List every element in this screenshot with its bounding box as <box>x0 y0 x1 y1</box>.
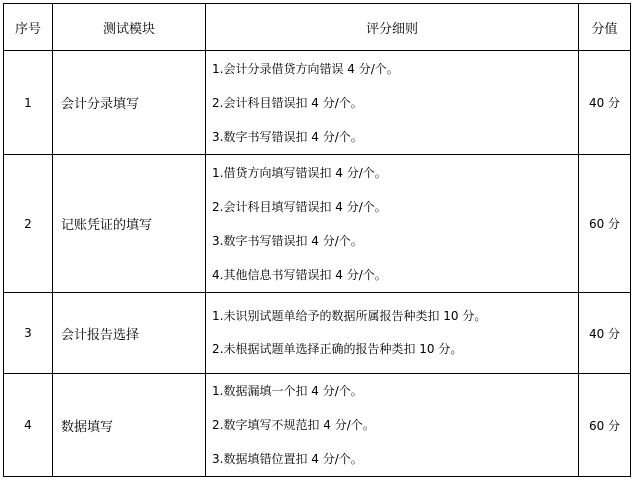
row-module: 会计报告选择 <box>53 293 206 374</box>
row-rules <box>206 51 579 155</box>
row-rules <box>206 374 579 477</box>
table-row <box>4 155 631 293</box>
row-index: 4 <box>4 374 53 477</box>
rule-item: 1.借贷方向填写错误扣 4 分/个。 <box>212 165 387 180</box>
rule-item: 2.会计科目错误扣 4 分/个。 <box>212 95 363 110</box>
row-module: 记账凭证的填写 <box>53 155 206 293</box>
row-score: 60 分 <box>579 155 631 293</box>
rule-item: 1.会计分录借贷方向错误 4 分/个。 <box>212 61 399 76</box>
table-row <box>4 293 631 374</box>
header-index: 序号 <box>4 4 53 51</box>
rule-item: 2.数字填写不规范扣 4 分/个。 <box>212 418 375 432</box>
rule-item: 1.数据漏填一个扣 4 分/个。 <box>212 384 363 398</box>
rule-item: 3.数据填错位置扣 4 分/个。 <box>212 452 363 466</box>
row-rules <box>206 293 579 374</box>
row-index: 1 <box>4 51 53 155</box>
rule-item: 1.未识别试题单给予的数据所属报告种类扣 10 分。 <box>212 309 487 323</box>
header-score: 分值 <box>579 4 631 51</box>
rule-item: 4.其他信息书写错误扣 4 分/个。 <box>212 267 387 282</box>
rule-item: 2.未根据试题单选择正确的报告种类扣 10 分。 <box>212 342 463 356</box>
row-module: 数据填写 <box>53 374 206 477</box>
scoring-table <box>3 3 631 477</box>
row-index: 2 <box>4 155 53 293</box>
header-rules: 评分细则 <box>206 4 579 51</box>
row-module: 会计分录填写 <box>53 51 206 155</box>
rule-item: 2.会计科目填写错误扣 4 分/个。 <box>212 199 387 214</box>
row-index: 3 <box>4 293 53 374</box>
rule-item: 3.数字书写错误扣 4 分/个。 <box>212 233 363 248</box>
row-score: 40 分 <box>579 293 631 374</box>
table-row <box>4 374 631 477</box>
table-header-row <box>4 4 631 51</box>
row-rules <box>206 155 579 293</box>
row-score: 40 分 <box>579 51 631 155</box>
header-module: 测试模块 <box>53 4 206 51</box>
row-score: 60 分 <box>579 374 631 477</box>
table-row <box>4 51 631 155</box>
rule-item: 3.数字书写错误扣 4 分/个。 <box>212 129 363 144</box>
